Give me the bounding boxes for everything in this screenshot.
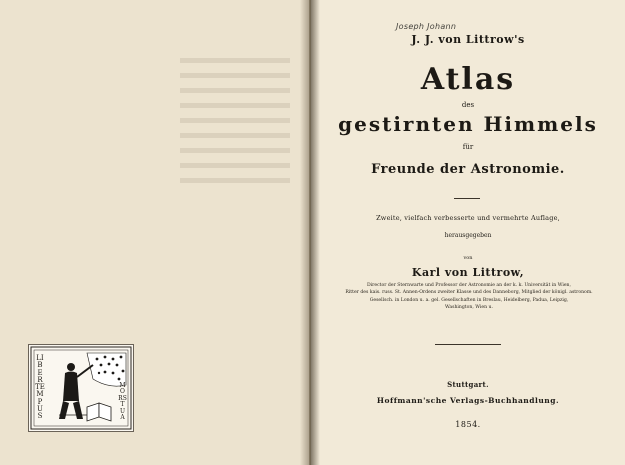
editor-credentials xyxy=(335,282,603,311)
title-fuer: für xyxy=(462,143,474,151)
von-label: von xyxy=(463,255,473,261)
title-page xyxy=(311,0,625,465)
herausgegeben-label: herausgegeben xyxy=(444,232,492,239)
credentials-line: Ritter des kais. russ. St. Annen-Ordens zweiter Klasse und des Danneborg, Mitglied der königl. astronom. xyxy=(345,290,593,296)
handwritten-note: Joseph Johann xyxy=(396,22,457,31)
imprint-publisher: Hoffmann'sche Verlags-Buchhandlung. xyxy=(376,396,560,405)
imprint-year: 1854. xyxy=(455,420,481,429)
bookplate xyxy=(28,344,134,432)
imprint-place: Stuttgart. xyxy=(447,380,489,389)
show-through-text xyxy=(180,48,290,208)
title-des: des xyxy=(461,101,475,109)
book-gutter xyxy=(300,0,320,465)
bookplate-motto-left: LIBER TEMPUS xyxy=(35,354,45,421)
long-divider xyxy=(435,344,501,345)
author-line: J. J. von Littrow's xyxy=(411,33,525,46)
short-divider xyxy=(454,198,480,199)
credentials-line: Washington, Wien u. xyxy=(445,304,493,310)
left-page xyxy=(0,0,309,465)
title-freunde-astronomie: Freunde der Astronomie. xyxy=(371,162,565,177)
title-atlas: Atlas xyxy=(420,62,516,97)
bookplate-motto-right: MORS TUA xyxy=(118,382,127,422)
open-book xyxy=(87,403,111,421)
credentials-line: Director der Sternwarte und Professor der Astronomie an der k. k. Universität in Wien, xyxy=(367,283,571,288)
credentials-line: Gesellsch. in London u. a. gel. Gesellschaften in Breslau, Heidelberg, Padua, Leipzig, xyxy=(369,297,569,303)
title-gestirnten-himmels: gestirnten Himmels xyxy=(338,112,598,136)
editor-name: Karl von Littrow, xyxy=(411,266,525,279)
edition-statement: Zweite, vielfach verbesserte und vermehrte Auflage, xyxy=(376,214,560,222)
